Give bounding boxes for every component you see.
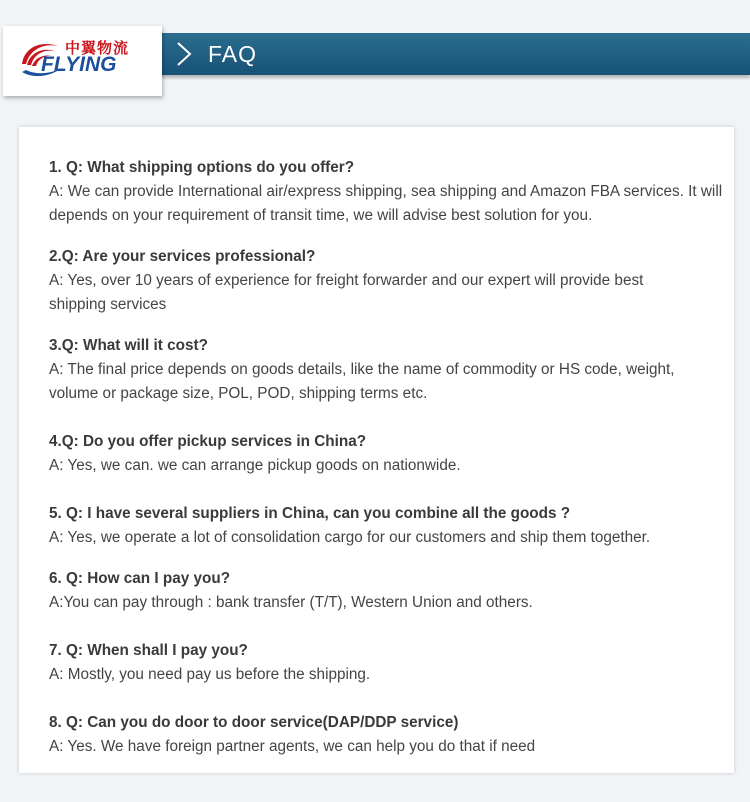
faq-card <box>19 127 734 773</box>
faq-item <box>49 711 729 759</box>
faq-answer: A: Yes. We have foreign partner agents, we can help you do that if need <box>49 738 536 755</box>
faq-question: 1. Q: What shipping options do you offer? <box>49 159 355 176</box>
faq-question: 5. Q: I have several suppliers in China, can you combine all the goods ? <box>49 505 571 522</box>
header-bar <box>100 33 750 75</box>
faq-answer: A: Yes, we operate a lot of consolidation cargo for our customers and ship them together. <box>49 529 651 546</box>
faq-answer: A: The final price depends on goods details, like the name of commodity or HS code, weight, volume or package size, POL, POD, shipping terms etc. <box>49 361 675 402</box>
faq-item <box>49 334 729 406</box>
faq-question: 2.Q: Are your services professional? <box>49 248 316 265</box>
faq-item <box>49 639 729 687</box>
faq-item <box>49 502 729 550</box>
faq-item <box>49 245 729 317</box>
faq-question: 6. Q: How can I pay you? <box>49 570 231 587</box>
faq-answer: A: Yes, over 10 years of experience for freight forwarder and our expert will provide best shipping services <box>49 272 644 313</box>
logo <box>3 26 162 96</box>
faq-question: 8. Q: Can you do door to door service(DAP/DDP service) <box>49 714 459 731</box>
faq-item <box>49 430 729 478</box>
logo-chinese-text: 中翼物流 <box>65 39 130 57</box>
logo-english-text: FLYING <box>41 53 117 76</box>
page-title: FAQ <box>208 41 258 67</box>
faq-question: 3.Q: What will it cost? <box>49 337 208 354</box>
chevron-right-icon <box>172 40 196 68</box>
faq-answer: A: We can provide International air/express shipping, sea shipping and Amazon FBA services. It will depends on your requirement of transit time, we will advise best solution for you. <box>49 183 723 224</box>
faq-item <box>49 156 729 228</box>
faq-answer: A: Yes, we can. we can arrange pickup goods on nationwide. <box>49 457 461 474</box>
faq-answer: A: Mostly, you need pay us before the shipping. <box>49 666 371 683</box>
faq-answer: A:You can pay through : bank transfer (T/T), Western Union and others. <box>49 594 533 611</box>
faq-question: 7. Q: When shall I pay you? <box>49 642 248 659</box>
faq-question: 4.Q: Do you offer pickup services in China? <box>49 433 367 450</box>
faq-item <box>49 567 729 615</box>
